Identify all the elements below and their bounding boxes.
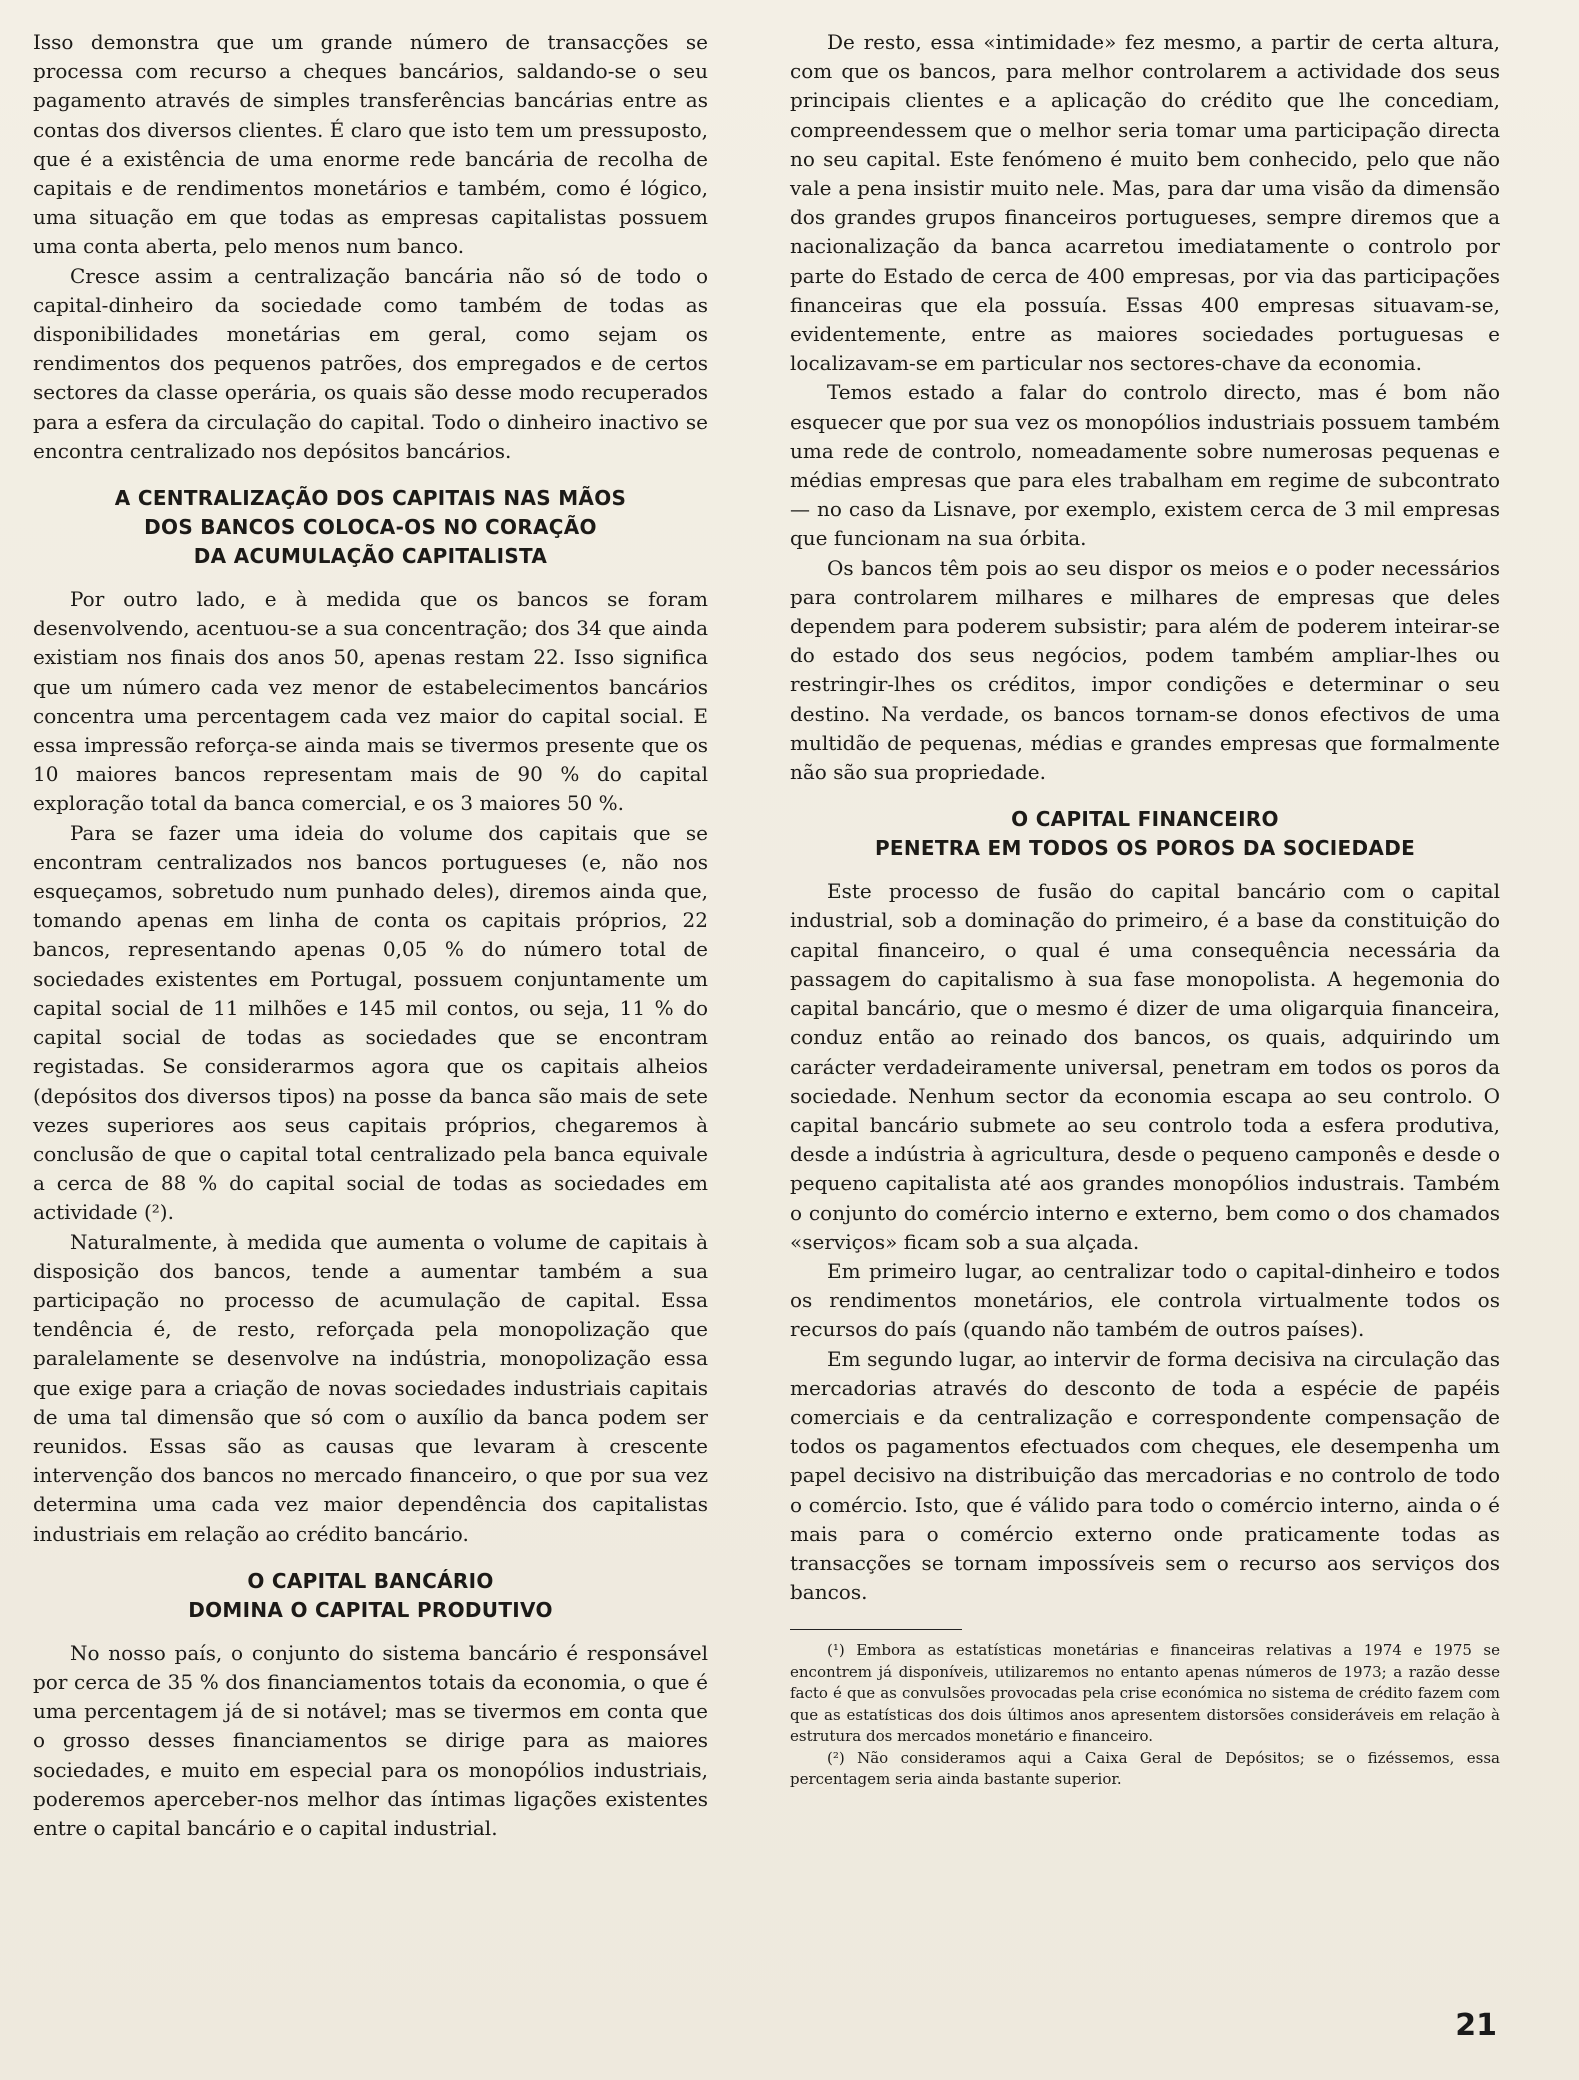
paragraph: Os bancos têm pois ao seu dispor os meios e o poder necessários para controlarem milhares e milhares de empresas que deles dependem para poderem subsistir; para além de poderem inteirar-se do estado dos seus negócios, podem também ampliar-lhes ou restringir-lhes os créditos, impor condições e determinar o seu destino. Na verdade, os bancos tornam-se donos efectivos de uma multidão de pequenas, médias e grandes empresas que formalmente não são sua propriedade. [790, 555, 1500, 785]
footnote-divider [790, 1629, 962, 1630]
section-heading [33, 484, 708, 571]
paragraph: Para se fazer uma ideia do volume dos capitais que se encontram centralizados nos bancos portugueses (e, não nos esqueçamos, sobretudo num punhado deles), diremos ainda que, tomando apenas em linha de conta os capitais próprios, 22 bancos, representando apenas 0,05 % do número total de sociedades existentes em Portugal, possuem conjuntamente um capital social de 11 milhões e 145 mil contos, ou seja, 11 % do capital social de todas as sociedades que se encontram registadas. Se considerarmos agora que os capitais alheios (depósitos dos diversos tipos) na posse da banca são mais de sete vezes superiores aos seus capitais próprios, chegaremos à conclusão de que o capital total centralizado pela banca equivale a cerca de 88 % do capital social de todas as sociedades em actividade (²). [33, 820, 708, 1225]
paragraph: Por outro lado, e à medida que os bancos se foram desenvolvendo, acentuou-se a sua concentração; dos 34 que ainda existiam nos finais dos anos 50, apenas restam 22. Isso significa que um número cada vez menor de estabelecimentos bancários concentra uma percentagem cada vez maior do capital social. E essa impressão reforça-se ainda mais se tivermos presente que os 10 maiores bancos representam mais de 90 % do capital exploração total da banca comercial, e os 3 maiores 50 %. [33, 587, 708, 816]
heading-line: PENETRA EM TODOS OS POROS DA SOCIEDADE [874, 836, 1416, 861]
page-number: 21 [1455, 2008, 1497, 2043]
footnote: (²) Não consideramos aqui a Caixa Geral de Depósitos; se o fizéssemos, essa percentagem seria ainda bastante superior. [790, 1748, 1500, 1789]
right-column [790, 28, 1500, 1791]
paragraph: Naturalmente, à medida que aumenta o volume de capitais à disposição dos bancos, tende a aumentar também a sua participação no processo de acumulação de capital. Essa tendência é, de resto, reforçada pela monopolização que paralelamente se desenvolve na indústria, monopolização essa que exige para a criação de novas sociedades industriais capitais de uma tal dimensão que só com o auxílio da banca podem ser reunidos. Essas são as causas que levaram à crescente intervenção dos bancos no mercado financeiro, o que por sua vez determina uma cada vez maior dependência dos capitalistas industriais em relação ao crédito bancário. [33, 1229, 708, 1546]
paragraph: De resto, essa «intimidade» fez mesmo, a partir de certa altura, com que os bancos, para melhor controlarem a actividade dos seus principais clientes e a aplicação do crédito que lhe concediam, compreendessem que o melhor seria tomar uma participação directa no seu capital. Este fenómeno é muito bem conhecido, pelo que não vale a pena insistir muito nele. Mas, para dar uma visão da dimensão dos grandes grupos financeiros portugueses, sempre diremos que a nacionalização da banca acarretou imediatamente o controlo por parte do Estado de cerca de 400 empresas, por via das participações financeiras que ela possuía. Essas 400 empresas situavam-se, evidentemente, entre as maiores sociedades portuguesas e localizavam-se em particular nos sectores-chave da economia. [790, 30, 1500, 376]
heading-line: DOS BANCOS COLOCA-OS NO CORAÇÃO [144, 515, 597, 540]
footnote: (¹) Embora as estatísticas monetárias e financeiras relativas a 1974 e 1975 se encontrem já disponíveis, utilizaremos no entanto apenas números de 1973; a razão desse facto é que as convulsões provocadas pela crise económica no sistema de crédito fazem com que as estatísticas dos dois últimos anos apresentem distorsões consideráveis em relação à estrutura dos mercados monetário e financeiro. [790, 1641, 1500, 1746]
section-heading [790, 805, 1500, 863]
paragraph: Este processo de fusão do capital bancário com o capital industrial, sob a dominação do primeiro, é a base da constituição do capital financeiro, o qual é uma consequência necessária da passagem do capitalismo à sua fase monopolista. A hegemonia do capital bancário, que o mesmo é dizer de uma oligarquia financeira, conduz então ao reinado dos bancos, os quais, adquirindo um carácter verdadeiramente universal, penetram em todos os poros da sociedade. Nenhum sector da economia escapa ao seu controlo. O capital bancário submete ao seu controlo toda a esfera produtiva, desde a indústria à agricultura, desde o pequeno camponês e desde o pequeno capitalista até aos grandes monopólios industrais. Também o conjunto do comércio interno e externo, bem como o dos chamados «serviços» ficam sob a sua alçada. [790, 879, 1500, 1254]
paragraph: No nosso país, o conjunto do sistema bancário é responsável por cerca de 35 % dos financiamentos totais da economia, o que é uma percentagem já de si notável; mas se tivermos em conta que o grosso desses financiamentos se dirige para as maiores sociedades, e muito em especial para os monopólios industriais, poderemos aperceber-nos melhor das íntimas ligações existentes entre o capital bancário e o capital industrial. [33, 1640, 708, 1840]
section-heading [33, 1567, 708, 1625]
paragraph: Em segundo lugar, ao intervir de forma decisiva na circulação das mercadorias através do desconto de toda a espécie de papéis comerciais e da centralização e correspondente compensação de todos os pagamentos efectuados com cheques, ele desempenha um papel decisivo na distribuição das mercadorias e no controlo de todo o comércio. Isto, que é válido para todo o comércio interno, ainda o é mais para o comércio externo onde praticamente todas as transacções se tornam impossíveis sem o recurso aos serviços dos bancos. [790, 1346, 1500, 1605]
heading-line: O CAPITAL BANCÁRIO [247, 1568, 494, 1593]
paragraph: Em primeiro lugar, ao centralizar todo o capital-dinheiro e todos os rendimentos monetários, ele controla virtualmente todos os recursos do país (quando não também de outros países). [790, 1258, 1500, 1342]
heading-line: DA ACUMULAÇÃO CAPITALISTA [193, 544, 548, 569]
paragraph: Temos estado a falar do controlo directo, mas é bom não esquecer que por sua vez os monopólios industriais possuem também uma rede de controlo, nomeadamente sobre numerosas pequenas e médias empresas que para eles trabalham em regime de subcontrato — no caso da Lisnave, por exemplo, existem cerca de 3 mil empresas que funcionam na sua órbita. [790, 380, 1500, 551]
left-column [33, 28, 708, 1843]
heading-line: O CAPITAL FINANCEIRO [1011, 807, 1279, 832]
heading-line: DOMINA O CAPITAL PRODUTIVO [188, 1597, 553, 1622]
paragraph: Cresce assim a centralização bancária não só de todo o capital-dinheiro da sociedade como também de todas as disponibilidades monetárias em geral, como sejam os rendimentos dos pequenos patrões, dos empregados e de certos sectores da classe operária, os quais são desse modo recuperados para a esfera da circulação do capital. Todo o dinheiro inactivo se encontra centralizado nos depósitos bancários. [33, 263, 708, 463]
heading-line: A CENTRALIZAÇÃO DOS CAPITAIS NAS MÃOS [114, 486, 627, 511]
paragraph: Isso demonstra que um grande número de transacções se processa com recurso a cheques bancários, saldando-se o seu pagamento através de simples transferências bancárias entre as contas dos diversos clientes. É claro que isto tem um pressuposto, que é a existência de uma enorme rede bancária de recolha de capitais e de rendimentos monetários e também, como é lógico, uma situação em que todas as empresas capitalistas possuem uma conta aberta, pelo menos num banco. [33, 30, 708, 259]
footnotes [790, 1640, 1500, 1791]
